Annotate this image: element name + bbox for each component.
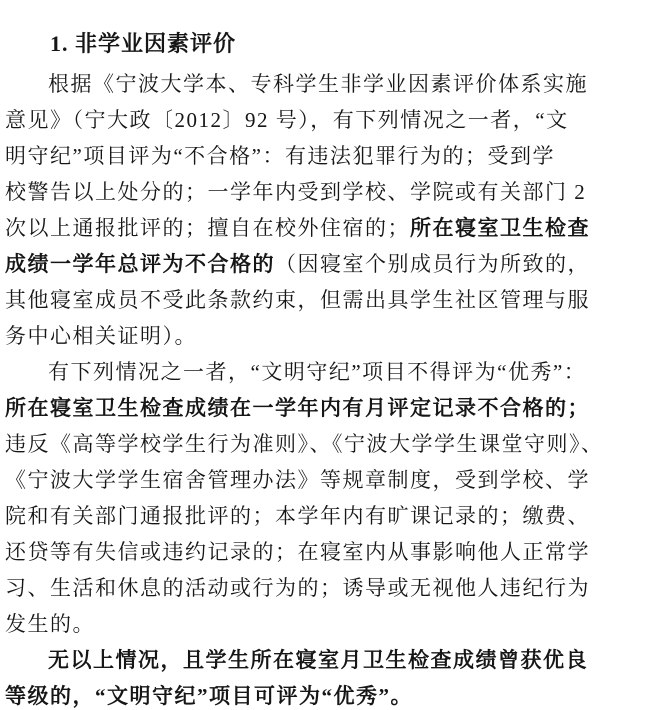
text-line — [5, 606, 630, 642]
document-body — [5, 66, 630, 710]
text-run: 习、生活和休息的活动或行为的；诱导或无视他人违纪行为 — [5, 576, 590, 600]
text-run: 其他寝室成员不受此条款约束，但需出具学生社区管理与服 — [5, 288, 590, 312]
text-run: 根据《宁波大学本、专科学生非学业因素评价体系实施 — [48, 72, 588, 96]
text-run: 还贷等有失信或违约记录的；在寝室内从事影响他人正常学 — [5, 540, 590, 564]
text-line — [5, 246, 630, 282]
text-run: （因寝室个别成员行为所致的， — [275, 252, 590, 276]
text-line — [5, 498, 630, 534]
text-run: 有下列情况之一者，“文明守纪”项目不得评为“优秀”： — [48, 360, 587, 384]
text-run: 《宁波大学学生宿舍管理办法》等规章制度，受到学校、学 — [5, 468, 590, 492]
text-run: 违反《高等学校学生行为准则》、《宁波大学学生课堂守则》、 — [5, 432, 604, 456]
text-run: 明守纪”项目评为“不合格”：有违法犯罪行为的；受到学 — [5, 144, 555, 168]
text-run: 次以上通报批评的；擅自在校外住宿的； — [5, 216, 410, 240]
bold-text-run: 所在寝室卫生检查成绩在一学年内有月评定记录不合格的； — [5, 396, 590, 420]
text-line — [5, 282, 630, 318]
bold-text-run: 成绩一学年总评为不合格的 — [5, 252, 275, 276]
text-line — [5, 642, 630, 678]
text-line — [5, 354, 630, 390]
text-line — [5, 534, 630, 570]
bold-text-run: 无以上情况，且学生所在寝室月卫生检查成绩曾获优良 — [48, 648, 588, 672]
text-line — [5, 174, 630, 210]
text-run: 意见》（宁大政〔2012〕92 号），有下列情况之一者，“文 — [5, 108, 569, 132]
text-line — [5, 462, 630, 498]
text-line — [5, 318, 630, 354]
text-line — [5, 426, 630, 462]
section-heading: 1. 非学业因素评价 — [50, 31, 237, 56]
text-line — [5, 570, 630, 606]
text-line — [5, 66, 630, 102]
text-run: 院和有关部门通报批评的；本学年内有旷课记录的；缴费、 — [5, 504, 590, 528]
bold-text-run: 等级的，“文明守纪”项目可评为“优秀”。 — [5, 684, 413, 708]
text-run: 校警告以上处分的；一学年内受到学校、学院或有关部门 2 — [5, 180, 587, 204]
text-line — [5, 138, 630, 174]
text-line — [5, 678, 630, 710]
text-line — [5, 102, 630, 138]
text-line — [5, 390, 630, 426]
text-run: 务中心相关证明）。 — [5, 324, 197, 348]
text-run: 发生的。 — [5, 612, 95, 636]
text-line — [5, 210, 630, 246]
bold-text-run: 所在寝室卫生检查 — [410, 216, 590, 240]
